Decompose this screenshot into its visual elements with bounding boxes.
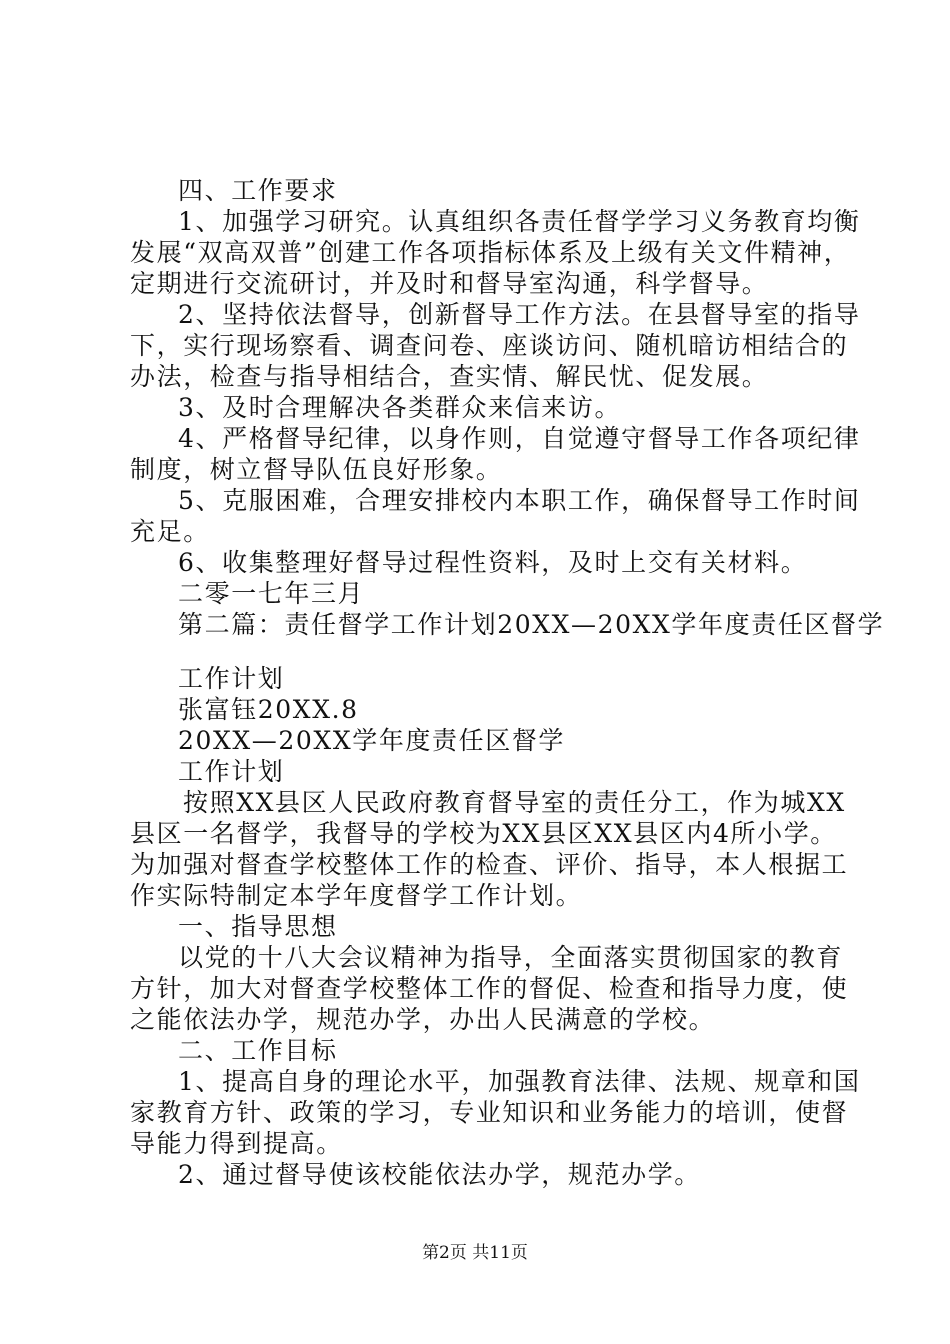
paragraph-line: 1、提高自身的理论水平，加强教育法律、法规、规章和国 [178,1067,861,1096]
paragraph-line: 导能力得到提高。 [130,1129,343,1158]
paragraph-line: 办法，检查与指导相结合，查实情、解民忧、促发展。 [130,362,769,391]
paragraph-line: 为加强对督查学校整体工作的检查、评价、指导，本人根据工 [130,850,849,879]
paragraph-line: 之能依法办学，规范办学，办出人民满意的学校。 [130,1005,716,1034]
chapter-title-continued: 工作计划 [178,664,285,693]
paragraph-line: 5、克服困难，合理安排校内本职工作，确保督导工作时间 [178,486,861,515]
paragraph-line: 家教育方针、政策的学习，专业知识和业务能力的培训，使督 [130,1098,849,1127]
paragraph-line: 县区一名督学，我督导的学校为XX县区XX县区内4所小学。 [130,819,837,848]
date-line: 二零一七年三月 [178,579,365,608]
paragraph-line: 2、通过督导使该校能依法办学，规范办学。 [178,1160,701,1189]
paragraph-line: 以党的十八大会议精神为指导，全面落实贯彻国家的教育 [178,943,844,972]
paragraph-line: 发展“双高双普”创建工作各项指标体系及上级有关文件精神， [130,238,851,267]
paragraph-line: 充足。 [130,517,210,546]
paragraph-line: 3、及时合理解决各类群众来信来访。 [178,393,622,422]
subtitle-line: 20XX—20XX学年度责任区督学 [178,726,566,755]
paragraph-line: 按照XX县区人民政府教育督导室的责任分工，作为城XX [183,788,846,817]
paragraph-line: 定期进行交流研讨，并及时和督导室沟通，科学督导。 [130,269,769,298]
paragraph-line: 1、加强学习研究。认真组织各责任督学学习义务教育均衡 [178,207,861,236]
section-heading-guiding-thought: 一、指导思想 [178,912,338,941]
page-number-footer: 第2页 共11页 [422,1243,528,1263]
paragraph-line: 制度，树立督导队伍良好形象。 [130,455,503,484]
paragraph-line: 方针，加大对督查学校整体工作的督促、检查和指导力度，使 [130,974,849,1003]
paragraph-line: 6、收集整理好督导过程性资料，及时上交有关材料。 [178,548,808,577]
chapter-title: 第二篇：责任督学工作计划20XX—20XX学年度责任区督学 [178,610,885,639]
section-heading-goals: 二、工作目标 [178,1036,338,1065]
paragraph-line: 4、严格督导纪律，以身作则，自觉遵守督导工作各项纪律 [178,424,861,453]
subtitle-line: 工作计划 [178,757,285,786]
section-heading-requirements: 四、工作要求 [178,176,338,205]
paragraph-line: 2、坚持依法督导，创新督导工作方法。在县督导室的指导 [178,300,861,329]
author-line: 张富钰20XX.8 [178,695,359,724]
paragraph-line: 下，实行现场察看、调查问卷、座谈访问、随机暗访相结合的 [130,331,849,360]
paragraph-line: 作实际特制定本学年度督学工作计划。 [130,881,583,910]
